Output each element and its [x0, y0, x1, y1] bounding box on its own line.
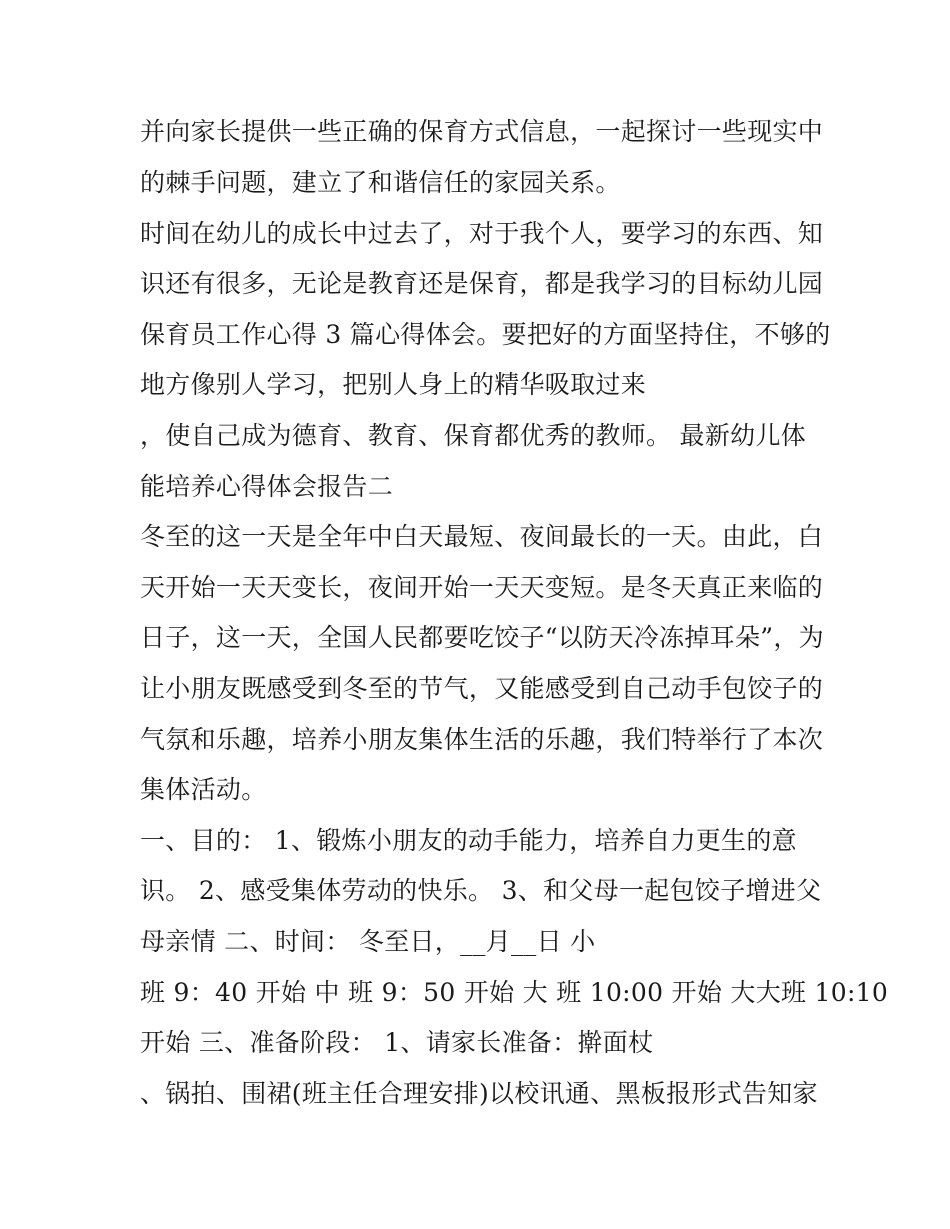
- text-line-17: 母亲情 二、时间： 冬至日，__月__日 小: [140, 927, 596, 956]
- text-line-6: 地方像别人学习，把别人身上的精华吸取过来: [140, 370, 647, 399]
- text-line-13: 气氛和乐趣，培养小朋友集体生活的乐趣，我们特举行了本次: [140, 725, 824, 754]
- text-line-2: 的棘手问题，建立了和谐信任的家园关系。: [140, 168, 621, 197]
- text-line-12: 让小朋友既感受到冬至的节气，又能感受到自己动手包饺子的: [140, 674, 824, 703]
- text-line-11: 日子，这一天，全国人民都要吃饺子“以防天冷冻掉耳朵”，为: [140, 623, 824, 652]
- text-line-7: ，使自己成为德育、教育、保育都优秀的教师。 最新幼儿体: [140, 421, 807, 450]
- text-line-4: 识还有很多，无论是教育还是保育，都是我学习的目标幼儿园: [140, 269, 824, 298]
- text-line-19: 开始 三、准备阶段： 1、请家长准备：擀面杖: [140, 1028, 654, 1057]
- text-line-9: 冬至的这一天是全年中白天最短、夜间最长的一天。由此，白: [140, 522, 824, 551]
- text-line-15: 一、目的： 1、锻炼小朋友的动手能力，培养自力更生的意: [140, 826, 797, 855]
- text-line-20: 、锅拍、围裙(班主任合理安排)以校讯通、黑板报形式告知家: [140, 1079, 818, 1108]
- text-line-10: 天开始一天天变长，夜间开始一天天变短。是冬天真正来临的: [140, 573, 824, 602]
- text-line-18: 班 9：40 开始 中 班 9：50 开始 大 班 10:00 开始 大大班 10:10: [140, 978, 889, 1007]
- text-line-16: 识。 2、感受集体劳动的快乐。 3、和父母一起包饺子增进父: [140, 876, 822, 905]
- text-line-14: 集体活动。: [140, 775, 267, 804]
- text-line-3: 时间在幼儿的成长中过去了，对于我个人，要学习的东西、知: [140, 219, 824, 248]
- text-line-1: 并向家长提供一些正确的保育方式信息，一起探讨一些现实中: [140, 117, 824, 146]
- text-line-8: 能培养心得体会报告二: [140, 472, 394, 501]
- text-line-5: 保育员工作心得 3 篇心得体会。要把好的方面坚持住，不够的: [140, 320, 831, 349]
